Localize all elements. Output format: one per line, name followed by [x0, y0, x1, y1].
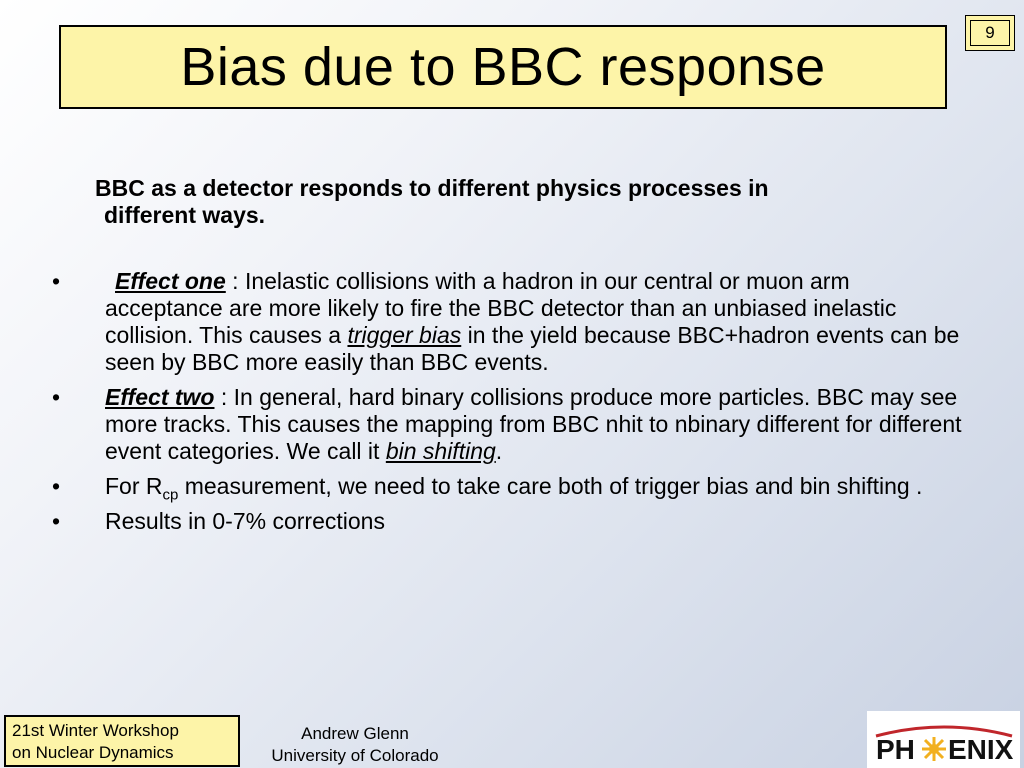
effect-two-text: : In general, hard binary collisions produce more particles. BBC may see more tracks. This causes the mapping from BBC nhit to nbinary different for different event categories. We call it	[105, 384, 962, 464]
rcp-subscript: cp	[162, 486, 179, 504]
results-text: Results in 0-7% corrections	[105, 508, 385, 534]
sunburst-icon	[922, 737, 946, 761]
bin-shifting-term: bin shifting	[385, 438, 496, 464]
trigger-bias-term: trigger bias	[347, 322, 462, 348]
effect-one-text-end: in the yield because BBC+hadron events can be seen by BBC more easily than BBC events.	[105, 322, 960, 375]
bullet-item	[52, 384, 972, 465]
intro-line-2: different ways.	[104, 202, 266, 228]
logo-text-right: ENIX	[947, 733, 1013, 765]
bullet-marker: •	[52, 384, 61, 410]
workshop-line-2: on Nuclear Dynamics	[12, 743, 174, 762]
effect-two-text-end: .	[495, 438, 503, 464]
bullet-list	[52, 268, 972, 543]
effect-one-text: : Inelastic collisions with a hadron in our central or muon arm acceptance are more likely to fire the BBC detector than an unbiased inelastic collision. This causes a	[105, 268, 897, 348]
slide-number-box	[965, 15, 1015, 51]
bullet-item	[52, 508, 972, 535]
slide-number: 9	[970, 20, 1010, 46]
author-block	[250, 723, 460, 767]
effect-two-term: Effect two	[105, 384, 215, 410]
bullet-item	[52, 268, 972, 376]
bullet-marker: •	[52, 473, 61, 499]
workshop-line-1: 21st Winter Workshop	[12, 721, 179, 740]
phenix-logo-graphic	[870, 714, 1018, 766]
effect-one-term: Effect one	[115, 268, 226, 294]
bullet-item	[52, 473, 972, 504]
rcp-text: measurement, we need to take care both of trigger bias and bin shifting .	[178, 473, 923, 499]
workshop-box	[4, 715, 240, 767]
logo-text-left: PH	[875, 733, 915, 765]
bullet-marker: •	[52, 508, 61, 534]
slide-title: Bias due to BBC response	[180, 37, 826, 97]
author-name: Andrew Glenn	[301, 724, 409, 743]
bullet-marker: •	[52, 268, 61, 294]
intro-text	[95, 175, 975, 229]
rcp-pre: For R	[105, 473, 163, 499]
author-affiliation: University of Colorado	[271, 746, 439, 765]
intro-line-1: BBC as a detector responds to different physics processes in	[95, 175, 769, 201]
title-box	[59, 25, 947, 109]
phenix-logo	[867, 711, 1020, 768]
